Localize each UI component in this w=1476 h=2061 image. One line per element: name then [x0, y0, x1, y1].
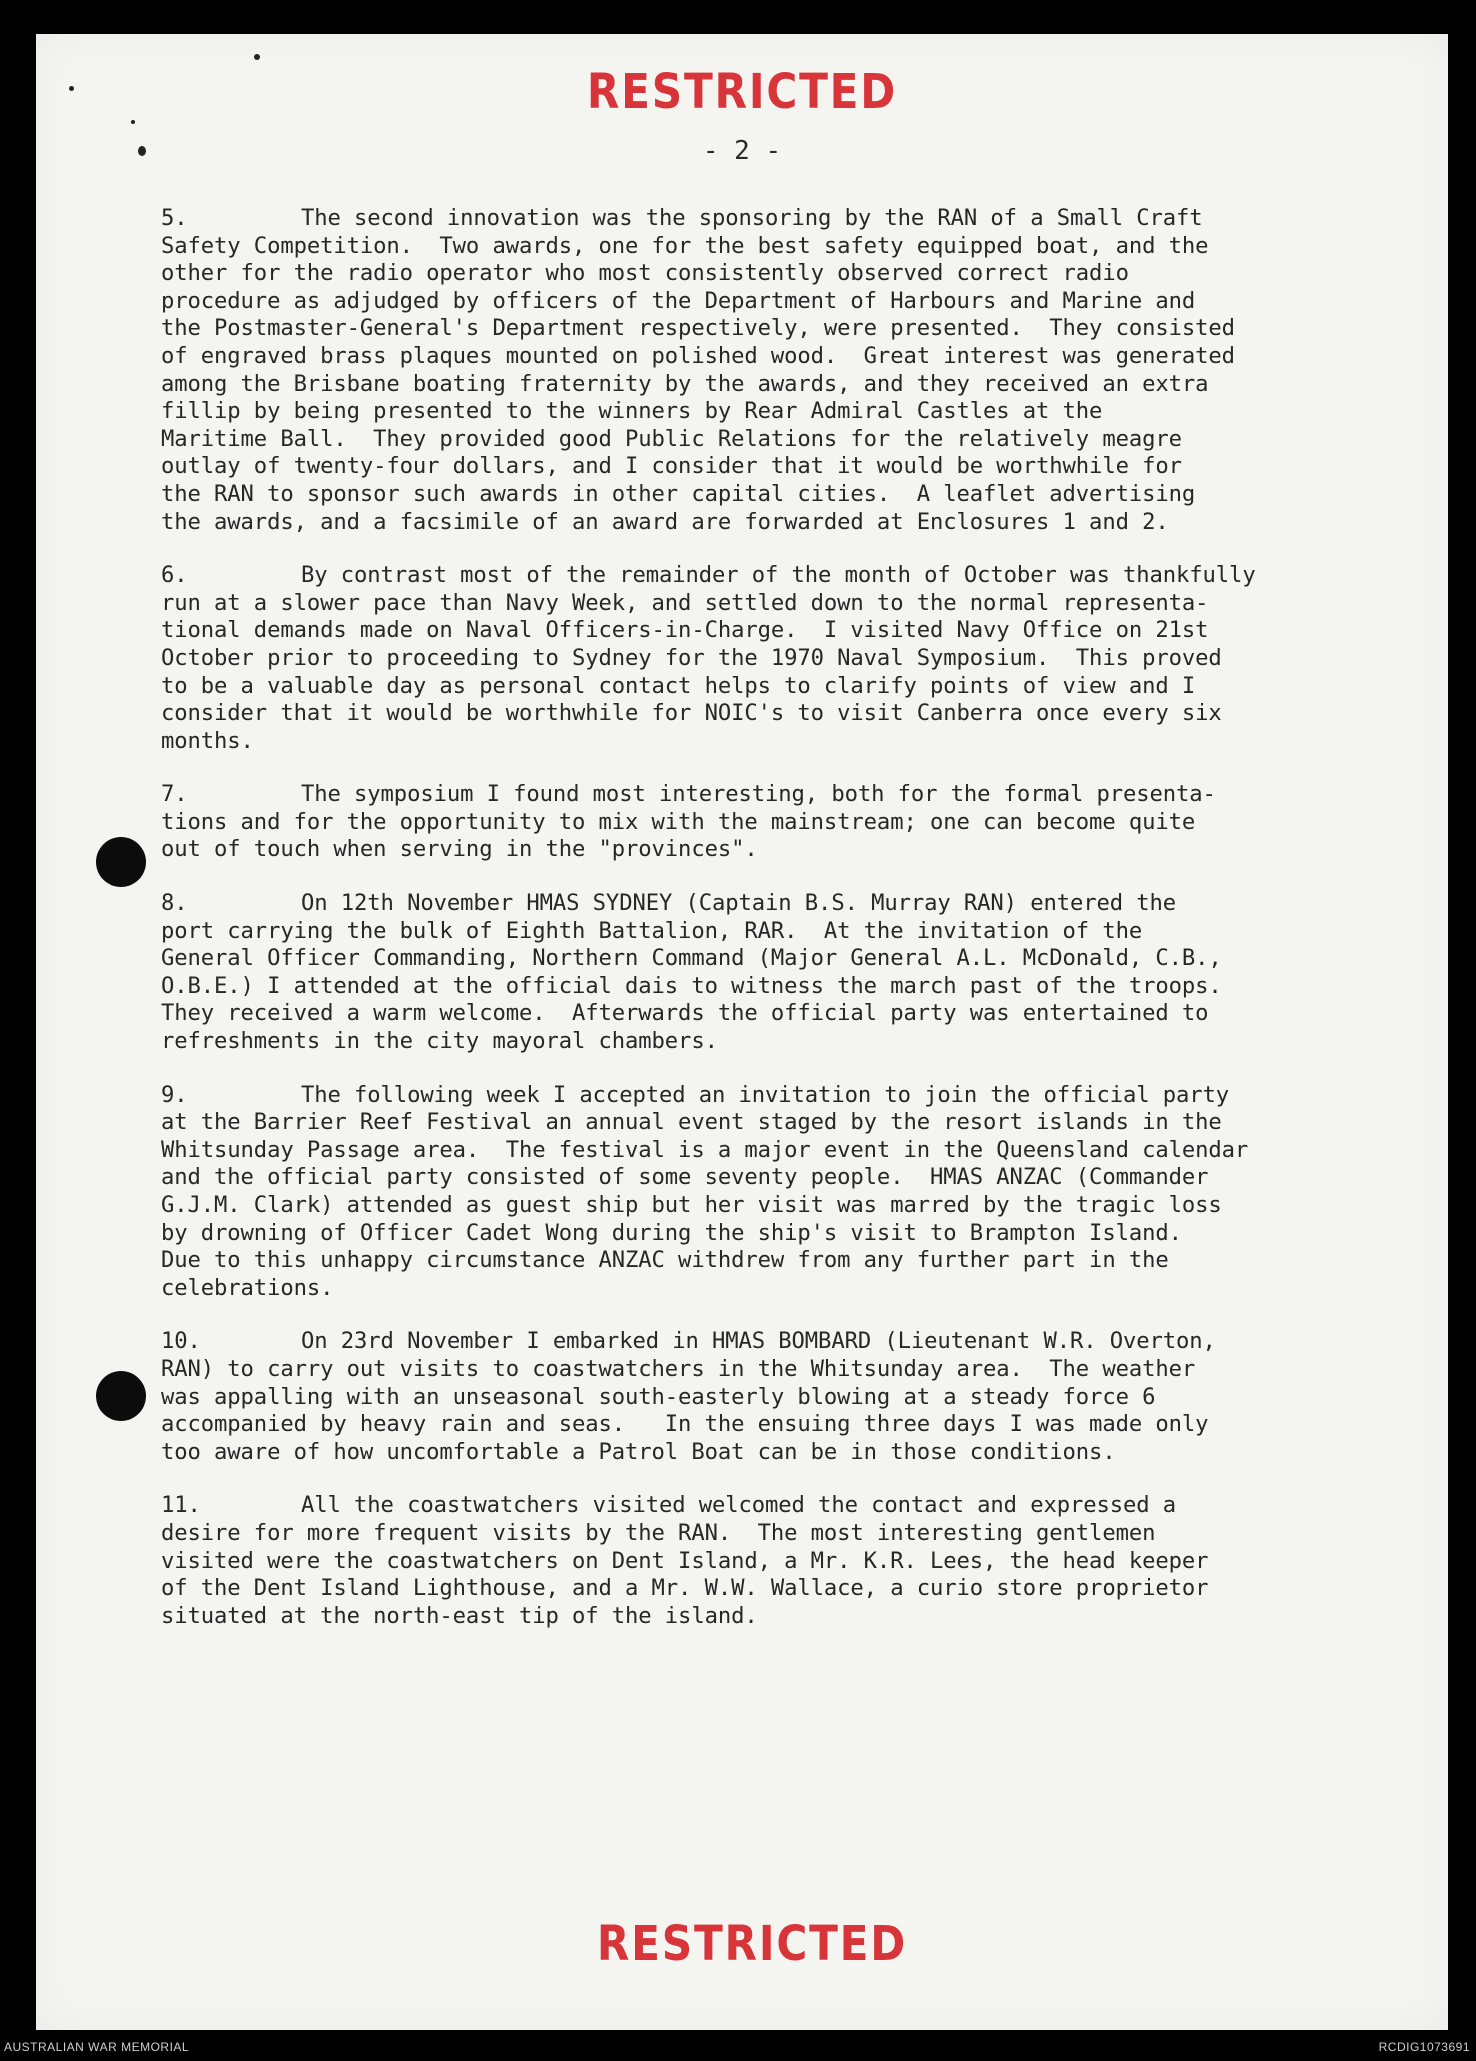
- punch-hole: [96, 837, 146, 887]
- paragraph-number: 6.: [161, 562, 188, 589]
- text-line: Due to this unhappy circumstance ANZAC withdrew from any further part in the: [161, 1247, 1169, 1274]
- paragraph-first-line: [161, 781, 1361, 809]
- text-line: the RAN to sponsor such awards in other capital cities. A leaflet advertising: [161, 480, 1196, 507]
- text-line: port carrying the bulk of Eighth Battalion, RAR. At the invitation of the: [161, 917, 1143, 944]
- paragraph-6: [161, 562, 1361, 755]
- text-line: at the Barrier Reef Festival an annual event staged by the resort islands in the: [161, 1109, 1222, 1136]
- text-line: refreshments in the city mayoral chambers.: [161, 1028, 718, 1055]
- text-line: General Officer Commanding, Northern Command (Major General A.L. McDonald, C.B.,: [161, 945, 1222, 972]
- paragraph-first-line: [161, 890, 1361, 918]
- text-line: months.: [161, 727, 254, 754]
- paragraph-first-line: [161, 1082, 1361, 1110]
- paragraph-8: [161, 890, 1361, 1056]
- text-line: On 23rd November I embarked in HMAS BOMBARD (Lieutenant W.R. Overton,: [301, 1328, 1216, 1355]
- paragraph-10: [161, 1328, 1361, 1466]
- text-line: All the coastwatchers visited welcomed the contact and expressed a: [301, 1492, 1177, 1519]
- text-line: and the official party consisted of some seventy people. HMAS ANZAC (Commander: [161, 1164, 1209, 1191]
- text-line: By contrast most of the remainder of the month of October was thankfully: [301, 562, 1256, 589]
- text-line: On 12th November HMAS SYDNEY (Captain B.S. Murray RAN) entered the: [301, 890, 1177, 917]
- text-line: tions and for the opportunity to mix with the mainstream; one can become quite: [161, 808, 1196, 835]
- text-line: Maritime Ball. They provided good Public Relations for the relatively meagre: [161, 425, 1182, 452]
- text-line: situated at the north-east tip of the island.: [161, 1602, 758, 1629]
- paragraph-number: 5.: [161, 205, 188, 231]
- paragraph-first-line: [161, 562, 1361, 590]
- text-line: visited were the coastwatchers on Dent Island, a Mr. K.R. Lees, the head keeper: [161, 1547, 1209, 1574]
- text-line: other for the radio operator who most consistently observed correct radio: [161, 260, 1129, 287]
- text-line: out of touch when serving in the "provinces".: [161, 836, 758, 863]
- text-line: RAN) to carry out visits to coastwatchers in the Whitsunday area. The weather: [161, 1355, 1196, 1382]
- text-line: was appalling with an unseasonal south-easterly blowing at a steady force 6: [161, 1383, 1156, 1410]
- paragraph-number: 7.: [161, 781, 188, 808]
- text-line: of the Dent Island Lighthouse, and a Mr. W.W. Wallace, a curio store proprietor: [161, 1575, 1209, 1602]
- paragraph-number: 8.: [161, 890, 188, 917]
- paragraph-11: [161, 1492, 1361, 1630]
- text-line: procedure as adjudged by officers of the Department of Harbours and Marine and: [161, 287, 1196, 314]
- paragraph-7: [161, 781, 1361, 864]
- text-line: run at a slower pace than Navy Week, and settled down to the normal representa-: [161, 589, 1209, 616]
- restricted-stamp-bottom: RESTRICTED: [596, 1916, 908, 1972]
- text-line: fillip by being presented to the winners by Rear Admiral Castles at the: [161, 398, 1103, 425]
- restricted-stamp-top: RESTRICTED: [586, 64, 898, 120]
- text-line: by drowning of Officer Cadet Wong during the ship's visit to Brampton Island.: [161, 1219, 1182, 1246]
- text-line: The following week I accepted an invitation to join the official party: [301, 1081, 1230, 1108]
- text-line: too aware of how uncomfortable a Patrol Boat can be in those conditions.: [161, 1438, 1116, 1465]
- text-line: outlay of twenty-four dollars, and I consider that it would be worthwhile for: [161, 453, 1182, 480]
- paragraph-number: 9.: [161, 1081, 188, 1108]
- text-line: October prior to proceeding to Sydney for the 1970 Naval Symposium. This proved: [161, 644, 1222, 671]
- paragraph-first-line: [161, 1492, 1361, 1520]
- text-line: G.J.M. Clark) attended as guest ship but her visit was marred by the tragic loss: [161, 1192, 1222, 1218]
- text-line: O.B.E.) I attended at the official dais to witness the march past of the troops.: [161, 972, 1222, 999]
- paragraph-first-line: [161, 205, 1361, 233]
- text-line: the awards, and a facsimile of an award are forwarded at Enclosures 1 and 2.: [161, 508, 1169, 535]
- text-line: The symposium I found most interesting, both for the formal presenta-: [301, 781, 1216, 808]
- paragraph-9: [161, 1082, 1361, 1303]
- text-line: The second innovation was the sponsoring by the RAN of a Small Craft: [301, 205, 1203, 231]
- paragraph-number: 11.: [161, 1492, 201, 1519]
- paper-speck: [69, 86, 74, 91]
- text-line: tional demands made on Naval Officers-in-Charge. I visited Navy Office on 21st: [161, 617, 1209, 644]
- paper-speck: [131, 120, 135, 124]
- text-line: celebrations.: [161, 1274, 334, 1301]
- text-line: Whitsunday Passage area. The festival is a major event in the Queensland calendar: [161, 1136, 1249, 1163]
- paper-speck: [138, 146, 146, 156]
- text-line: accompanied by heavy rain and seas. In the ensuing three days I was made only: [161, 1411, 1209, 1438]
- paragraph-number: 10.: [161, 1328, 201, 1355]
- text-line: They received a warm welcome. Afterwards the official party was entertained to: [161, 1000, 1209, 1027]
- page-number: - 2 -: [702, 136, 782, 166]
- text-line: of engraved brass plaques mounted on polished wood. Great interest was generated: [161, 342, 1235, 369]
- archive-id: RCDIG1073691: [1378, 2040, 1470, 2054]
- punch-hole: [96, 1371, 146, 1421]
- archive-credit: AUSTRALIAN WAR MEMORIAL: [4, 2040, 190, 2054]
- paper-speck: [254, 54, 260, 60]
- text-line: the Postmaster-General's Department respectively, were presented. They consisted: [161, 315, 1235, 342]
- text-line: consider that it would be worthwhile for NOIC's to visit Canberra once every six: [161, 700, 1222, 727]
- text-line: among the Brisbane boating fraternity by the awards, and they received an extra: [161, 370, 1209, 397]
- text-line: Safety Competition. Two awards, one for the best safety equipped boat, and the: [161, 232, 1209, 259]
- paragraph-first-line: [161, 1328, 1361, 1356]
- document-body: [161, 205, 1361, 1656]
- text-line: to be a valuable day as personal contact helps to clarify points of view and I: [161, 672, 1196, 699]
- text-line: desire for more frequent visits by the RAN. The most interesting gentlemen: [161, 1519, 1156, 1546]
- paragraph-5: [161, 205, 1361, 536]
